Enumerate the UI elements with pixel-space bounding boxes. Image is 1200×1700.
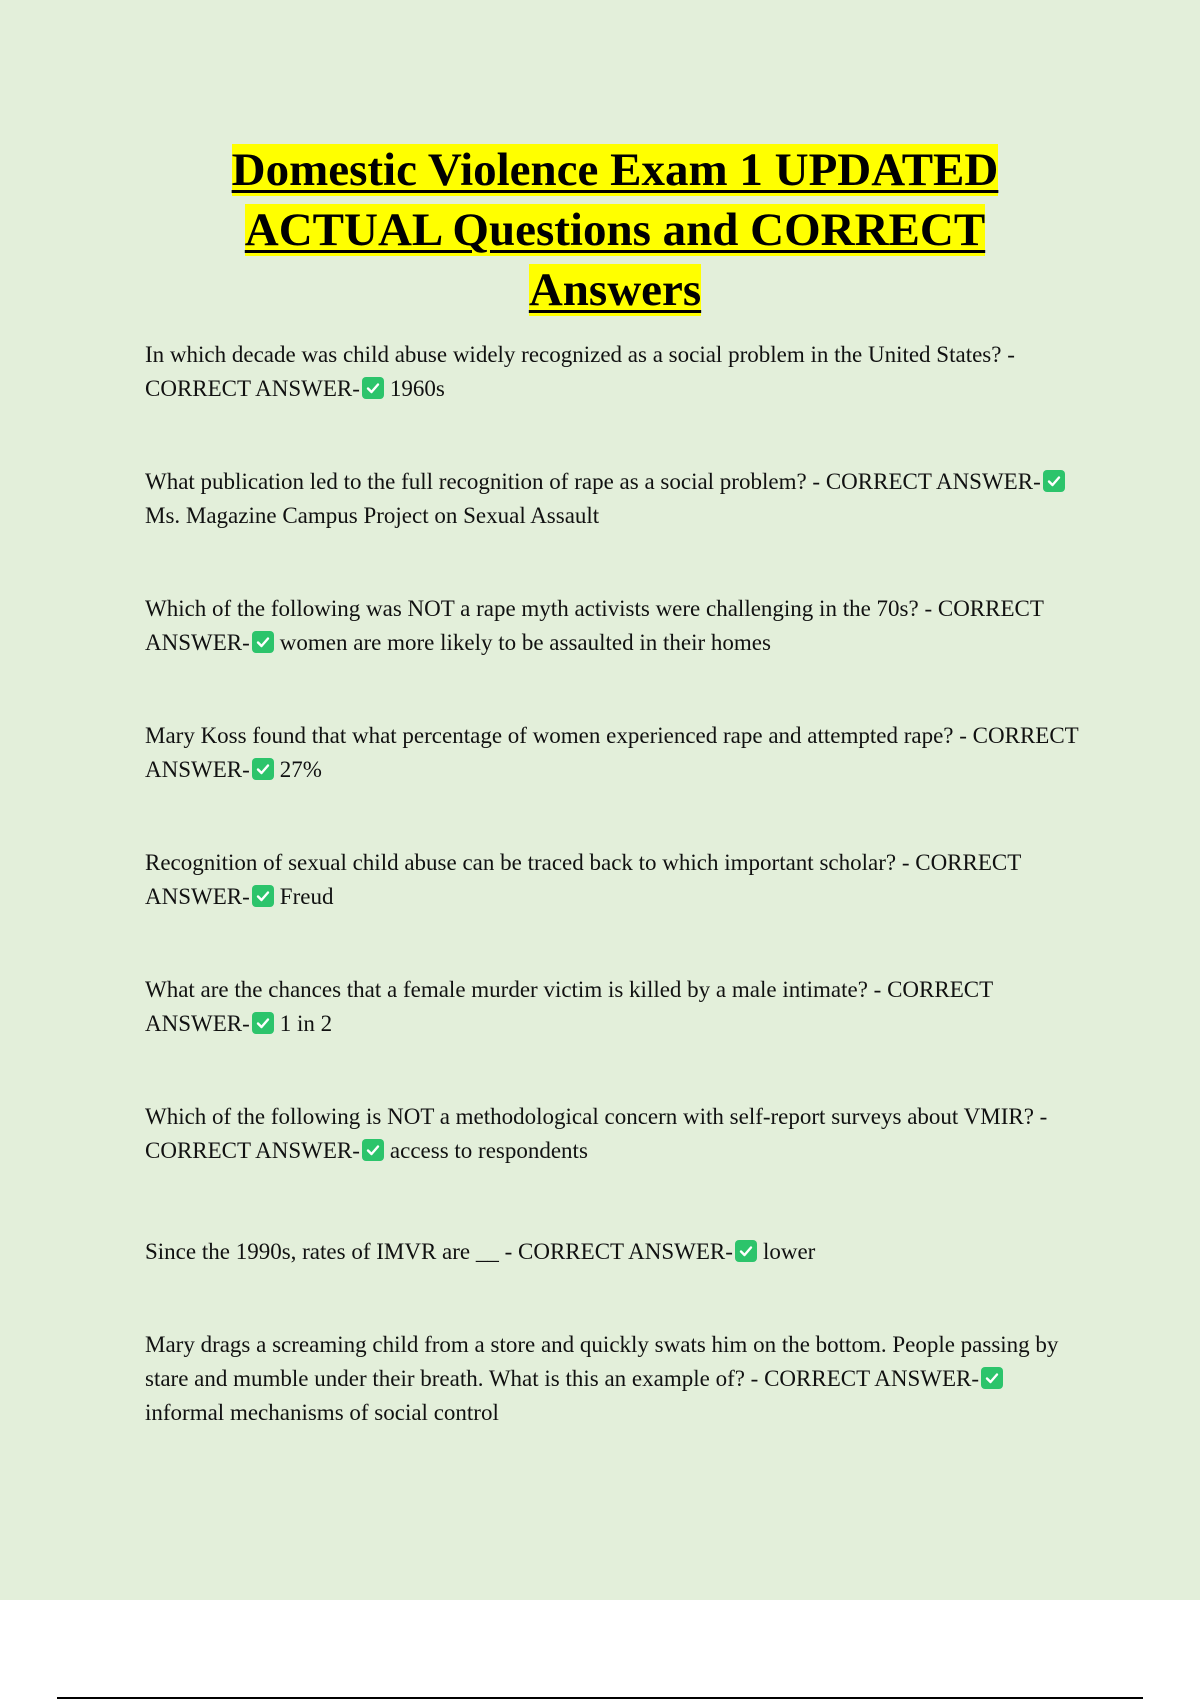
check-box-icon xyxy=(252,758,274,780)
question-text: Mary Koss found that what percentage of women experienced rape and attempted rape? - CORRECT ANSWER- xyxy=(145,723,1079,782)
qa-item xyxy=(145,1100,1085,1168)
check-box-icon xyxy=(362,377,384,399)
answer-text: 1960s xyxy=(389,376,445,401)
question-text: What are the chances that a female murder victim is killed by a male intimate? - CORRECT ANSWER- xyxy=(145,977,993,1036)
answer-text: informal mechanisms of social control xyxy=(145,1400,499,1425)
question-text: Since the 1990s, rates of IMVR are __ - CORRECT ANSWER- xyxy=(145,1239,733,1264)
document-title xyxy=(130,140,1100,320)
question-text: Recognition of sexual child abuse can be traced back to which important scholar? - CORRECT ANSWER- xyxy=(145,850,1021,909)
check-box-icon xyxy=(362,1139,384,1161)
answer-text: 1 in 2 xyxy=(279,1011,333,1036)
question-text: Which of the following was NOT a rape myth activists were challenging in the 70s? - CORRECT ANSWER- xyxy=(145,596,1044,655)
check-box-icon xyxy=(1043,470,1065,492)
footer-divider xyxy=(57,1697,1143,1699)
qa-item xyxy=(145,973,1085,1041)
answer-text: women are more likely to be assaulted in their homes xyxy=(279,630,771,655)
qa-item xyxy=(145,719,1085,787)
check-box-icon xyxy=(981,1367,1003,1389)
answer-text: Ms. Magazine Campus Project on Sexual Assault xyxy=(145,503,600,528)
title-line-1: Domestic Violence Exam 1 UPDATED xyxy=(231,144,999,196)
question-text: What publication led to the full recognition of rape as a social problem? - CORRECT ANSWER- xyxy=(145,469,1041,494)
qa-item xyxy=(145,1328,1085,1430)
answer-text: lower xyxy=(762,1239,816,1264)
qa-item xyxy=(145,592,1085,660)
check-box-icon xyxy=(252,1012,274,1034)
qa-item xyxy=(145,338,1085,406)
qa-item xyxy=(145,1235,1085,1269)
answer-text: access to respondents xyxy=(389,1138,588,1163)
answer-text: Freud xyxy=(279,884,334,909)
question-text: Which of the following is NOT a methodological concern with self-report surveys about VMIR? - CORRECT ANSWER- xyxy=(145,1104,1048,1163)
check-box-icon xyxy=(735,1240,757,1262)
title-line-3: Answers xyxy=(528,264,702,316)
qa-item xyxy=(145,465,1085,533)
title-line-2: ACTUAL Questions and CORRECT xyxy=(244,204,986,256)
qa-item xyxy=(145,846,1085,914)
question-text: In which decade was child abuse widely recognized as a social problem in the United States? - CORRECT ANSWER- xyxy=(145,342,1015,401)
check-box-icon xyxy=(252,631,274,653)
answer-text: 27% xyxy=(279,757,322,782)
check-box-icon xyxy=(252,885,274,907)
question-text: Mary drags a screaming child from a store and quickly swats him on the bottom. People passing by stare and mumble under their breath. What is this an example of? - CORRECT ANSWER- xyxy=(145,1332,1059,1391)
